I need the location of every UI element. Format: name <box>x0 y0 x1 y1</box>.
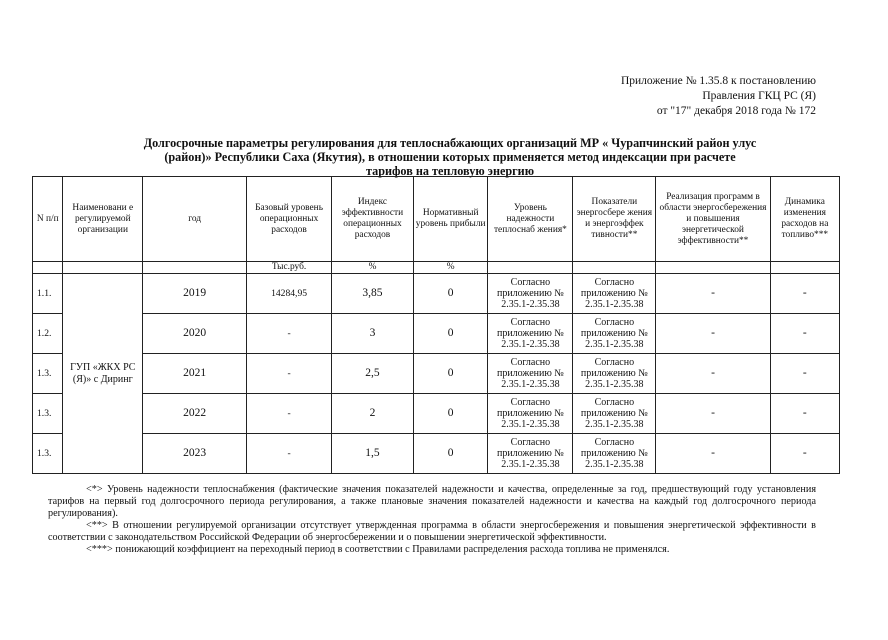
appendix-line-1: Приложение № 1.35.8 к постановлению <box>620 75 816 87</box>
title-line-2: (район)» Республики Саха (Якутия), в отношении которых применяется метод индексации при расчете <box>164 150 736 164</box>
row-fuel: - <box>770 434 839 474</box>
appendix-line-3: от "17" декабря 2018 года № 172 <box>656 105 816 117</box>
row-program: - <box>656 314 770 354</box>
row-index: 1,5 <box>332 434 414 474</box>
row-index: 2,5 <box>332 354 414 394</box>
parameters-table <box>32 176 840 474</box>
row-year: 2020 <box>143 314 247 354</box>
row-energy: Согласно приложению № 2.35.1-2.35.38 <box>573 434 656 474</box>
row-index: 3,85 <box>332 274 414 314</box>
table-row <box>33 354 840 394</box>
appendix-line-2: Правления ГКЦ РС (Я) <box>702 90 816 102</box>
footnote-1: <*> Уровень надежности теплоснабжения (фактические значения показателей надежности и качества, определенные за год, предшествующий году установления тарифов на первый год долгосрочного периода регулирования, а также плановые значения показателей надежности и качества на каждый год долгосрочного периода регулирования). <box>48 484 816 519</box>
footnote-2: <**> В отношении регулируемой организации отсутствует утвержденная программа в области энергосбережения и повышения энергетической эффективности в соответствии с законодательством Российской Федерации об энергосбережении и о повышении энергетической эффективности. <box>48 520 816 543</box>
unit-empty <box>488 262 573 274</box>
row-program: - <box>656 394 770 434</box>
row-index: 3 <box>332 314 414 354</box>
row-reliability: Согласно приложению № 2.35.1-2.35.38 <box>488 314 573 354</box>
row-base: 14284,95 <box>247 274 332 314</box>
row-year: 2022 <box>143 394 247 434</box>
row-profit: 0 <box>413 394 488 434</box>
row-num: 1.1. <box>33 274 63 314</box>
row-fuel: - <box>770 314 839 354</box>
row-reliability: Согласно приложению № 2.35.1-2.35.38 <box>488 354 573 394</box>
footnotes <box>48 484 816 556</box>
table-row <box>33 394 840 434</box>
row-profit: 0 <box>413 274 488 314</box>
unit-empty <box>63 262 143 274</box>
row-year: 2019 <box>143 274 247 314</box>
header-fuel-dynamics: Динамика изменения расходов на топливо*** <box>770 177 839 262</box>
row-num: 1.2. <box>33 314 63 354</box>
unit-profit: % <box>413 262 488 274</box>
row-base: - <box>247 314 332 354</box>
title-line-1: Долгосрочные параметры регулирования для теплоснабжающих организаций МР « Чурапчинский район улус <box>143 136 757 150</box>
row-fuel: - <box>770 274 839 314</box>
header-energy-saving: Показатели энергосбере жения и энергоэффек тивности** <box>573 177 656 262</box>
row-energy: Согласно приложению № 2.35.1-2.35.38 <box>573 314 656 354</box>
header-year: год <box>143 177 247 262</box>
row-base: - <box>247 434 332 474</box>
row-reliability: Согласно приложению № 2.35.1-2.35.38 <box>488 434 573 474</box>
row-energy: Согласно приложению № 2.35.1-2.35.38 <box>573 394 656 434</box>
row-num: 1.3. <box>33 354 63 394</box>
row-reliability: Согласно приложению № 2.35.1-2.35.38 <box>488 394 573 434</box>
unit-empty <box>143 262 247 274</box>
unit-empty <box>656 262 770 274</box>
row-fuel: - <box>770 354 839 394</box>
header-reliability: Уровень надежности теплоснаб жения* <box>488 177 573 262</box>
unit-empty <box>573 262 656 274</box>
table-row <box>33 434 840 474</box>
row-year: 2021 <box>143 354 247 394</box>
header-profit-level: Нормативный уровень прибыли <box>413 177 488 262</box>
row-reliability: Согласно приложению № 2.35.1-2.35.38 <box>488 274 573 314</box>
header-efficiency-index: Индекс эффективности операционных расходов <box>332 177 414 262</box>
header-base-costs: Базовый уровень операционных расходов <box>247 177 332 262</box>
row-num: 1.3. <box>33 434 63 474</box>
unit-index: % <box>332 262 414 274</box>
row-program: - <box>656 274 770 314</box>
header-num: N п/п <box>33 177 63 262</box>
row-program: - <box>656 434 770 474</box>
unit-empty <box>33 262 63 274</box>
unit-empty <box>770 262 839 274</box>
row-energy: Согласно приложению № 2.35.1-2.35.38 <box>573 354 656 394</box>
table-row <box>33 314 840 354</box>
row-base: - <box>247 394 332 434</box>
row-num: 1.3. <box>33 394 63 434</box>
unit-base: Тыс.руб. <box>247 262 332 274</box>
row-profit: 0 <box>413 314 488 354</box>
table-row <box>33 274 840 314</box>
row-energy: Согласно приложению № 2.35.1-2.35.38 <box>573 274 656 314</box>
row-profit: 0 <box>413 434 488 474</box>
header-organization: Наименовани е регулируемой организации <box>63 177 143 262</box>
footnote-3: <***> понижающий коэффициент на переходный период в соответствии с Правилами распределения расхода топлива не применялся. <box>86 544 670 555</box>
row-index: 2 <box>332 394 414 434</box>
row-year: 2023 <box>143 434 247 474</box>
document-title <box>60 136 840 178</box>
appendix-reference <box>621 74 816 119</box>
row-base: - <box>247 354 332 394</box>
title-line-3: тарифов на тепловую энергию <box>365 164 535 178</box>
header-program: Реализация программ в области энергосбережения и повышения энергетической эффективности** <box>656 177 770 262</box>
organization-name: ГУП «ЖКХ РС (Я)» с Диринг <box>63 274 143 474</box>
row-program: - <box>656 354 770 394</box>
row-profit: 0 <box>413 354 488 394</box>
row-fuel: - <box>770 394 839 434</box>
